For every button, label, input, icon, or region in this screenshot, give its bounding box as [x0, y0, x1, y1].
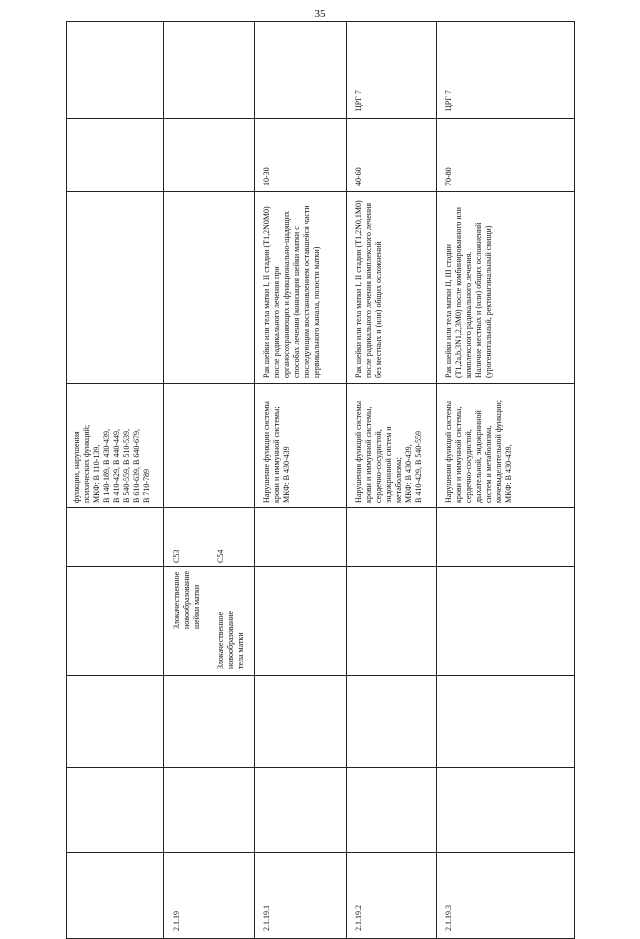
row-divider: [436, 22, 437, 939]
row-divider: [163, 22, 164, 939]
functions-cell: Нарушения функций системы крови и иммунной системы, сердечно-сосудистой, эндокринной систем и метаболизма; МКФ: В 430-439, В 410-429, В 540-559: [354, 400, 423, 503]
clinic-cell: Рак шейки или тела матки II, III стадии (T1,2a,b,3N1,2,3M0) после комбинированного или комплексного радикального лечения. Наличие местных и (или) общих осложнений (урогенитальный, ректовагинальный свищи): [444, 207, 493, 378]
page-number: 35: [314, 8, 326, 20]
row-divider: [346, 22, 347, 939]
criteria-cell: ЦРГ 7: [354, 90, 363, 111]
percent-cell: 70-80: [444, 167, 453, 186]
functions-cell: Нарушения функций системы крови и иммунной системы, сердечно-сосудистой, дыхательной, эндокринной систем и метаболизма, мочевыделительной функции; МКФ: В 430-439,: [444, 400, 513, 503]
code-a: С53: [172, 549, 181, 563]
disability-criteria-table: [66, 22, 640, 931]
percent-cell: 40-60: [354, 167, 363, 186]
col-divider: [66, 852, 574, 853]
clinic-cell: Рак шейки или тела матки I, II стадии (T1,2N0,1M0) после радикального лечения комплексного лечения без местных и (или) общих осложнений: [354, 200, 383, 378]
nosology-a: Злокачественное новообразование шейки матки: [172, 570, 201, 629]
row-id: 2.1.19.2: [354, 905, 363, 931]
criteria-cell: ЦРГ 7: [444, 90, 453, 111]
code-b: С54: [216, 549, 225, 563]
col-divider: [66, 191, 574, 192]
row-divider: [254, 22, 255, 939]
functions-cell: Нарушение функции системы крови и иммунной системы; МКФ: В 430-439: [262, 401, 291, 503]
col-divider: [66, 383, 574, 384]
col-divider: [66, 675, 574, 676]
row-id: 2.1.19.1: [262, 905, 271, 931]
col-divider: [66, 566, 574, 567]
clinic-cell: Рак шейки или тела матки I, II стадии (T1,2N0M0) после радикального лечения при органосохраняющих и функционально-щадящих способах лечения (конизация шейки матки с последующим восстановлением оставшейся части цервикального канала, полости матки): [262, 205, 321, 378]
nosology-b: Злокачественное новообразование тела матки: [216, 610, 245, 669]
functions-cell: функции, нарушения психических функций; МКФ: В 110-139, В 140-189, В 430-439, В 410-429, В 440-449, В 540-559, В 510-539, В 610-639, В 640-679, В 710-789: [72, 424, 151, 503]
rotated-table-body: [66, 22, 574, 939]
col-divider: [66, 767, 574, 768]
col-divider: [66, 507, 574, 508]
percent-cell: 10-30: [262, 167, 271, 186]
row-id: 2.1.19.3: [444, 905, 453, 931]
col-divider: [66, 118, 574, 119]
row-id: 2.1.19: [172, 911, 181, 931]
